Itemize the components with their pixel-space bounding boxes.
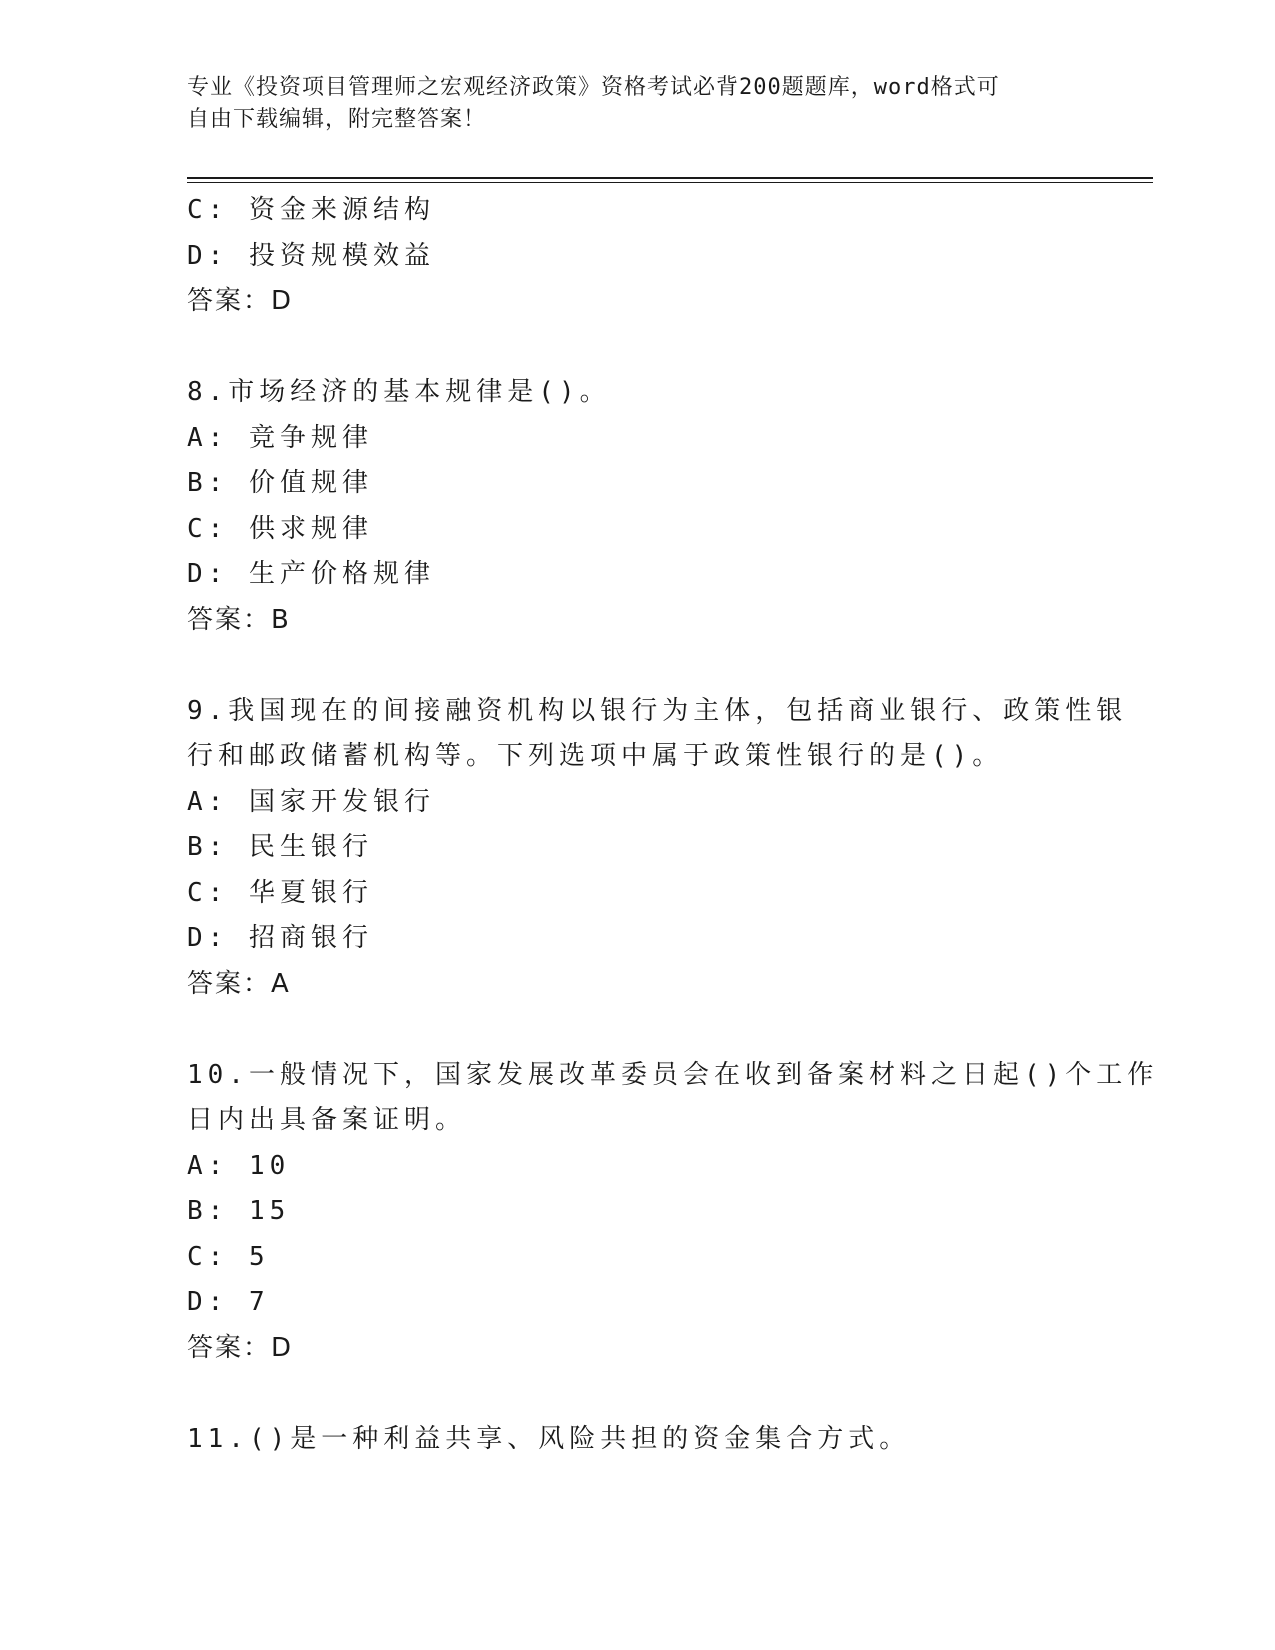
header-title-line-2: 自由下载编辑，附完整答案！ <box>187 107 487 132</box>
header-divider-thin <box>187 182 1153 183</box>
option-b: B: 价值规律 <box>187 468 373 498</box>
question-11 <box>187 1417 1087 1463</box>
option-b: B: 15 <box>187 1196 291 1226</box>
option-d: D: 投资规模效益 <box>187 240 435 271</box>
header-divider-thick <box>187 177 1153 179</box>
answer-line: 答案：B <box>187 604 291 635</box>
question-9 <box>187 689 1128 1008</box>
option-d: D: 生产价格规律 <box>187 559 435 589</box>
question-text <box>187 370 1087 416</box>
spacer <box>187 1007 1087 1053</box>
document-header <box>187 72 1067 136</box>
question-text-line: 10.一般情况下，国家发展改革委员会在收到备案材料之日起()个工作 <box>187 1059 1159 1090</box>
answer-line: 答案：D <box>187 286 294 316</box>
question-10 <box>187 1053 1159 1372</box>
option-c: C: 5 <box>187 1241 270 1272</box>
option-c: C: 资金来源结构 <box>187 195 435 225</box>
spacer <box>187 1371 1087 1417</box>
option-a: A: 竞争规律 <box>187 422 373 453</box>
option-c: C: 供求规律 <box>187 513 373 544</box>
option-d: D: 招商银行 <box>187 923 373 953</box>
header-title-line-1: 专业《投资项目管理师之宏观经济政策》资格考试必背200题题库，word格式可 <box>187 75 1000 100</box>
question-text-line: 日内出具备案证明。 <box>187 1105 467 1135</box>
question-list <box>187 188 1159 1462</box>
option-b: B: 民生银行 <box>187 832 373 862</box>
spacer <box>187 643 1087 689</box>
question-text-line: 9.我国现在的间接融资机构以银行为主体，包括商业银行、政策性银 <box>187 695 1128 726</box>
question-text-line: 8.市场经济的基本规律是()。 <box>187 377 611 407</box>
option-d: D: 7 <box>187 1287 270 1317</box>
question-text-line: 11.()是一种利益共享、风险共担的资金集合方式。 <box>187 1423 911 1454</box>
question-text <box>187 689 1128 780</box>
option-a: A: 国家开发银行 <box>187 786 435 817</box>
spacer <box>187 325 1087 371</box>
question-text <box>187 1053 1159 1144</box>
option-c: C: 华夏银行 <box>187 877 373 908</box>
question-text-line: 行和邮政储蓄机构等。下列选项中属于政策性银行的是()。 <box>187 741 1004 771</box>
option-a: A: 10 <box>187 1150 291 1181</box>
answer-line: 答案：D <box>187 1332 294 1363</box>
continued-question <box>187 188 1087 325</box>
answer-line: 答案：A <box>187 968 291 999</box>
question-8 <box>187 370 1087 643</box>
question-text <box>187 1417 1087 1463</box>
